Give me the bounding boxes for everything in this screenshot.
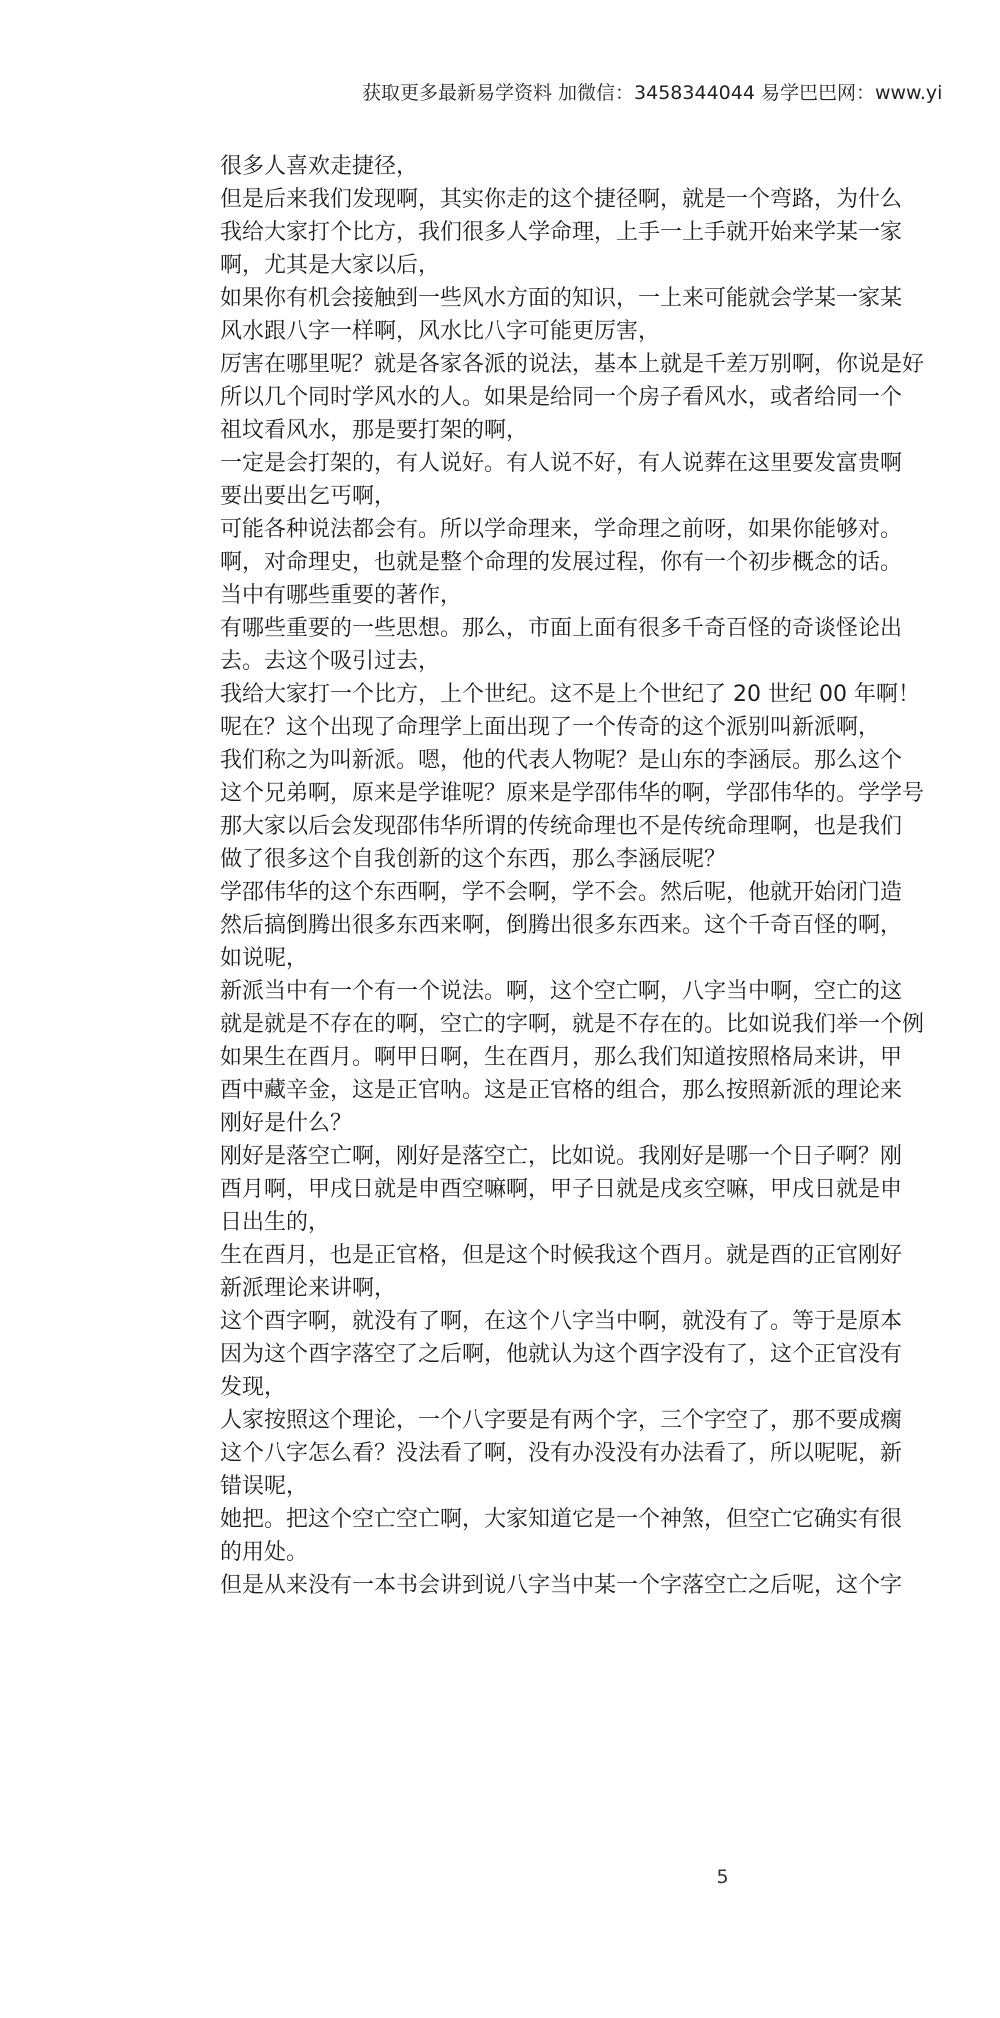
text-line: 祖坟看风水，那是要打架的啊， bbox=[220, 418, 529, 443]
text-line: 可能各种说法都会有。所以学命理来，学命理之前呀，如果你能够对。 bbox=[220, 517, 903, 542]
text-line: 酉月啊，甲戌日就是申酉空嘛啊，甲子日就是戌亥空嘛，甲戌日就是申 bbox=[220, 1177, 903, 1202]
text-line: 新派当中有一个有一个说法。啊，这个空亡啊，八字当中啊，空亡的这 bbox=[220, 979, 903, 1004]
text-line: 啊，尤其是大家以后， bbox=[220, 253, 441, 278]
text-line: 但是从来没有一本书会讲到说八字当中某一个字落空亡之后呢，这个字 bbox=[220, 1573, 903, 1598]
text-line: 厉害在哪里呢？就是各家各派的说法，基本上就是千差万别啊，你说是好 bbox=[220, 352, 925, 377]
text-line: 做了很多这个自我创新的这个东西，那么李涵辰呢？ bbox=[220, 847, 727, 872]
text-line: 刚好是什么？ bbox=[220, 1111, 353, 1136]
text-line: 学邵伟华的这个东西啊，学不会啊，学不会。然后呢，他就开始闭门造 bbox=[220, 880, 903, 905]
text-line: 很多人喜欢走捷径， bbox=[220, 154, 419, 179]
text-line: 如果生在酉月。啊甲日啊，生在酉月，那么我们知道按照格局来讲，甲 bbox=[220, 1045, 903, 1070]
text-line: 一定是会打架的，有人说好。有人说不好，有人说葬在这里要发富贵啊 bbox=[220, 451, 903, 476]
text-line: 这个酉字啊，就没有了啊，在这个八字当中啊，就没有了。等于是原本 bbox=[220, 1309, 903, 1334]
text-line: 啊，对命理史，也就是整个命理的发展过程，你有一个初步概念的话。 bbox=[220, 550, 903, 575]
text-line: 酉中藏辛金，这是正官呐。这是正官格的组合，那么按照新派的理论来 bbox=[220, 1078, 903, 1103]
text-line: 呢在？这个出现了命理学上面出现了一个传奇的这个派别叫新派啊， bbox=[220, 715, 881, 740]
text-line: 我们称之为叫新派。嗯，他的代表人物呢？是山东的李涵辰。那么这个 bbox=[220, 748, 903, 773]
text-line: 然后搞倒腾出很多东西来啊，倒腾出很多东西来。这个千奇百怪的啊， bbox=[220, 913, 903, 938]
text-line: 发现， bbox=[220, 1375, 287, 1400]
text-line: 我给大家打个比方，我们很多人学命理，上手一上手就开始来学某一家 bbox=[220, 220, 903, 245]
text-line: 生在酉月，也是正官格，但是这个时候我这个酉月。就是酉的正官刚好 bbox=[220, 1243, 903, 1268]
text-line: 有哪些重要的一些思想。那么，市面上面有很多千奇百怪的奇谈怪论出 bbox=[220, 616, 903, 641]
text-line: 就是就是不存在的啊，空亡的字啊，就是不存在的。比如说我们举一个例 bbox=[220, 1012, 925, 1037]
text-line: 去。去这个吸引过去， bbox=[220, 649, 441, 674]
text-line: 我给大家打一个比方，上个世纪。这不是上个世纪了 20 世纪 00 年啊！ bbox=[220, 682, 920, 707]
text-line: 错误呢， bbox=[220, 1474, 309, 1499]
text-line: 所以几个同时学风水的人。如果是给同一个房子看风水，或者给同一个 bbox=[220, 385, 903, 410]
text-line: 如说呢， bbox=[220, 946, 309, 971]
text-line: 人家按照这个理论，一个八字要是有两个字，三个字空了，那不要成瘸 bbox=[220, 1408, 903, 1433]
text-line: 要出要出乞丐啊， bbox=[220, 484, 397, 509]
text-line: 新派理论来讲啊， bbox=[220, 1276, 397, 1301]
page-header: 获取更多最新易学资料 加微信：3458344044 易学巴巴网：www.yi bbox=[362, 82, 943, 104]
text-line: 的用处。 bbox=[220, 1540, 309, 1565]
page-number: 5 bbox=[716, 1866, 729, 1888]
text-line: 风水跟八字一样啊，风水比八字可能更厉害， bbox=[220, 319, 661, 344]
body-text bbox=[220, 150, 1000, 1602]
text-line: 因为这个酉字落空了之后啊，他就认为这个酉字没有了，这个正官没有 bbox=[220, 1342, 903, 1367]
text-line: 如果你有机会接触到一些风水方面的知识，一上来可能就会学某一家某 bbox=[220, 286, 903, 311]
text-line: 那大家以后会发现邵伟华所谓的传统命理也不是传统命理啊，也是我们 bbox=[220, 814, 903, 839]
text-line: 这个八字怎么看？没法看了啊，没有办没没有办法看了，所以呢呢，新 bbox=[220, 1441, 903, 1466]
text-line: 她把。把这个空亡空亡啊，大家知道它是一个神煞，但空亡它确实有很 bbox=[220, 1507, 903, 1532]
text-line: 刚好是落空亡啊，刚好是落空亡，比如说。我刚好是哪一个日子啊？刚 bbox=[220, 1144, 903, 1169]
text-line: 这个兄弟啊，原来是学谁呢？原来是学邵伟华的啊，学邵伟华的。学学号 bbox=[220, 781, 925, 806]
text-line: 日出生的， bbox=[220, 1210, 331, 1235]
text-line: 但是后来我们发现啊，其实你走的这个捷径啊，就是一个弯路，为什么 bbox=[220, 187, 903, 212]
text-line: 当中有哪些重要的著作， bbox=[220, 583, 463, 608]
